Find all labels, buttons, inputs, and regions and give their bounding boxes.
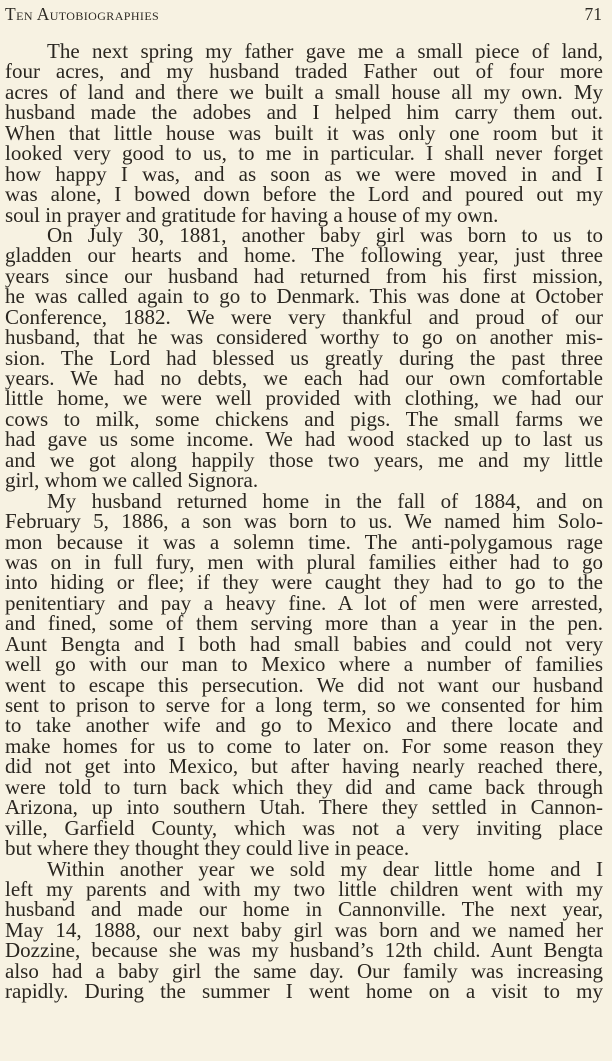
text-line: ville, Garfield County, which was not a very inviting place [5, 815, 603, 840]
paragraph [5, 222, 603, 493]
text-line: left my parents and with my two little children went with my [5, 876, 603, 901]
paragraph [5, 856, 603, 1004]
text-line: went to escape this persecution. We did not want our husband [5, 672, 603, 697]
text-line: did not get into Mexico, but after having nearly reached there, [5, 754, 603, 779]
text-line: to take another wife and go to Mexico and there locate and [5, 713, 603, 738]
text-line: also had a baby girl the same day. Our family was increasing [5, 958, 603, 983]
text-line: Dozzine, because she was my husband’s 12th child. Aunt Bengta [5, 938, 603, 963]
text-line: were told to turn back which they did and came back through [5, 774, 603, 799]
text-line: sent to prison to serve for a long term, so we consented for him [5, 693, 603, 717]
text-line: mon because it was a solemn time. The anti-polygamous rage [5, 529, 603, 554]
text-line: little home, we were well provided with clothing, we had our [5, 386, 603, 411]
text-line: February 5, 1886, a son was born to us. We named him Solo- [5, 509, 603, 534]
text-line: husband, that he was considered worthy to go on another mis- [5, 325, 603, 350]
text-line: Arizona, up into southern Utah. There they settled in Cannon- [5, 795, 603, 820]
text-line: had gave us some income. We had wood stacked up to last us [5, 427, 603, 452]
running-head: Ten Autobiographies [5, 4, 160, 24]
text-line: years since our husband had returned from his first mission, [5, 263, 603, 288]
text-line: husband made the adobes and I helped him carry them out. [5, 100, 603, 125]
text-line: rapidly. During the summer I went home on a visit to my [5, 979, 603, 1004]
text-line: gladden our hearts and home. The following year, just three [5, 243, 603, 268]
text-line: four acres, and my husband traded Father out of four more [5, 59, 603, 84]
text-line: When that little house was built it was only one room but it [5, 120, 603, 145]
page-header [5, 4, 602, 28]
text-line: and we got along happily those two years, me and my little [5, 447, 603, 472]
text-line: May 14, 1888, our next baby girl was born and we named her [5, 917, 603, 942]
text-line: and fined, some of them serving more than a year in the pen. [5, 611, 603, 636]
text-line: My husband returned home in the fall of 1884, and on [47, 488, 603, 513]
paragraph [5, 41, 603, 225]
text-line: make homes for us to come to later on. For some reason they [5, 733, 603, 758]
text-line: husband and made our home in Cannonville. The next year, [5, 897, 603, 922]
text-line: cows to milk, some chickens and pigs. The small farms we [5, 406, 603, 431]
text-line: was on in full fury, men with plural families either had to go [5, 549, 603, 574]
text-line: well go with our man to Mexico where a number of families [5, 652, 603, 677]
text-line: sion. The Lord had blessed us greatly during the past three [5, 345, 603, 370]
text-line: penitentiary and pay a heavy fine. A lot of men were arrested, [5, 590, 603, 615]
text-line: was alone, I bowed down before the Lord and poured out my [5, 182, 603, 207]
text-line: into hiding or flee; if they were caught they had to go to the [5, 570, 603, 595]
paragraph [5, 488, 603, 861]
page-number: 71 [584, 4, 602, 24]
text-line: he was called again to go to Denmark. This was done at October [5, 284, 603, 309]
text-line: years. We had no debts, we each had our own comfortable [5, 366, 603, 390]
text-line: looked very good to us, to me in particular. I shall never forget [5, 141, 603, 166]
text-line: soul in prayer and gratitude for having a house of my own. [5, 202, 499, 227]
text-line: girl, whom we called Signora. [5, 468, 259, 493]
text-line: The next spring my father gave me a small piece of land, [47, 39, 603, 63]
text-line: Aunt Bengta and I both had small babies and could not very [5, 631, 603, 656]
text-line: Within another year we sold my dear little home and I [47, 856, 603, 881]
text-line: but where they thought they could live in peace. [5, 836, 410, 861]
text-line: On July 30, 1881, another baby girl was born to us to [47, 222, 603, 247]
body-text [5, 41, 603, 1002]
text-line: Conference, 1882. We were very thankful and proud of our [5, 304, 603, 329]
text-line: acres of land and there we built a small house all my own. My [5, 79, 603, 104]
text-line: how happy I was, and as soon as we were moved in and I [5, 161, 603, 186]
